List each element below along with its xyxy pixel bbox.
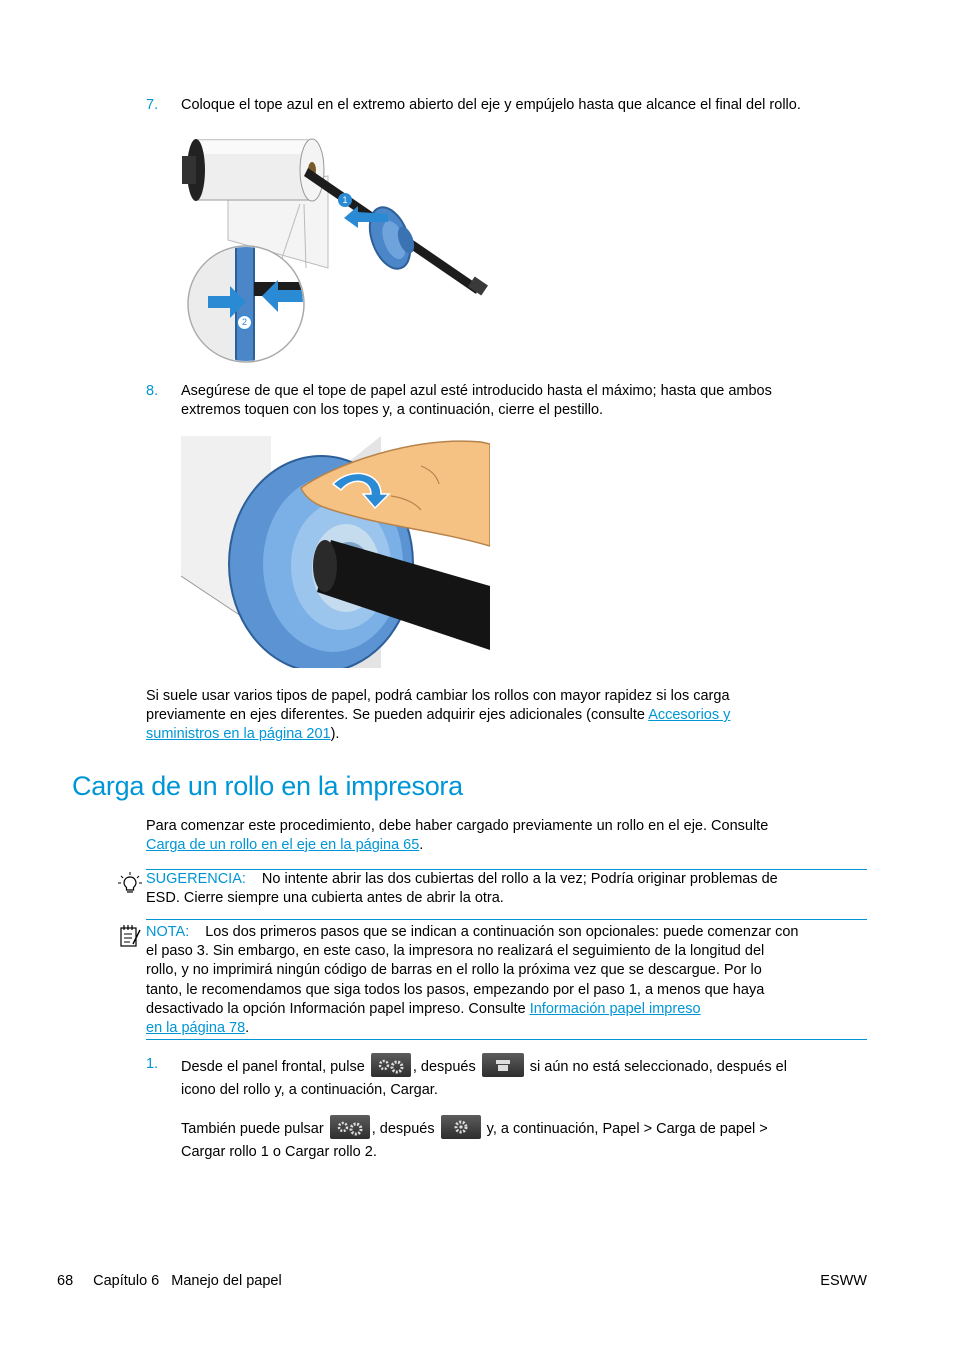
step-1-a-pre: Desde el panel frontal, pulse: [181, 1058, 369, 1075]
roll-tip-line2: [146, 706, 730, 725]
callout-2-badge: 2: [237, 315, 252, 330]
chapter-title: Manejo del papel: [171, 1273, 282, 1289]
step-1-c-bold2: Carga de papel: [656, 1120, 756, 1137]
load-roll-spindle-link[interactable]: Carga de un rollo en el eje en la página 65: [146, 837, 420, 853]
note-top-rule: [146, 919, 867, 920]
step-1-c-gt1: >: [639, 1120, 657, 1137]
callout-1-badge: 1: [338, 193, 352, 207]
gears-icon: [330, 1115, 370, 1139]
accessories-link-part1[interactable]: Accesorios y: [648, 707, 731, 723]
page-footer-left: [57, 1272, 282, 1291]
note-line3: rollo, y no imprimirá ningún código de barras en el rollo la próxima vez que se descargue. Por lo: [146, 962, 762, 978]
note-line5-mid: . Consulte: [460, 1001, 530, 1017]
step-8-text-line1: Asegúrese de que el tope de papel azul esté introducido hasta el máximo; hasta que ambos: [181, 383, 772, 399]
section-intro-end: .: [419, 837, 424, 853]
roll-button-image: [482, 1053, 524, 1077]
tip-label: SUGERENCIA:: [146, 871, 246, 887]
note-line2: el paso 3. Sin embargo, en este caso, la impresora no realizará el seguimiento de la longitud del: [146, 943, 765, 959]
accessories-link-part2[interactable]: suministros en la página 201: [146, 726, 331, 742]
tip-line1: [146, 870, 778, 889]
tip-line2: ESD. Cierre siempre una cubierta antes de abrir la otra.: [146, 890, 504, 906]
step-1-c-mid: , después: [371, 1120, 439, 1137]
step-1-c-bold1: Papel: [602, 1120, 640, 1137]
step-1-number: 1.: [146, 1056, 159, 1072]
lightbulb-icon: [118, 872, 142, 896]
step-1-d-o: o: [268, 1144, 285, 1160]
note-line5-text: desactivado la opción: [146, 1001, 290, 1017]
section-title: Carga de un rollo en la impresora: [72, 771, 463, 801]
step-1-line-c: [181, 1119, 768, 1139]
step-1-line-b: [181, 1081, 438, 1100]
gear-icon: [441, 1115, 481, 1139]
chapter-label: Capítulo 6: [93, 1273, 160, 1289]
note-line5: [146, 1000, 701, 1019]
section-intro-line1: Para comenzar este procedimiento, debe haber cargado previamente un rollo en el eje. Consulte: [146, 818, 769, 834]
gears-icon: [371, 1053, 411, 1077]
section-intro-line2: [146, 836, 423, 855]
roll-icon: [482, 1053, 524, 1077]
step-1-b-pre: icono del rollo y, a continuación,: [181, 1082, 391, 1098]
note-pad-icon: [118, 924, 142, 948]
step-1-line-d: [181, 1143, 377, 1162]
note-label: NOTA:: [146, 924, 190, 940]
step-1-d-post: .: [372, 1144, 377, 1160]
step-1-b-post: .: [433, 1082, 438, 1098]
note-line1: [146, 923, 799, 942]
roll-tip-line3: [146, 725, 339, 744]
step-8-text-line2: extremos toquen con los topes y, a continuación, cierre el pestillo.: [181, 402, 604, 418]
printed-info-link-part2[interactable]: en la página 78: [146, 1020, 246, 1036]
page-footer-right: ESWW: [820, 1273, 867, 1289]
step-1-c-pre: También puede pulsar: [181, 1120, 328, 1137]
setup-button-image: [441, 1115, 481, 1139]
step-8-number: 8.: [146, 383, 159, 399]
step-1-a-post: si aún no está seleccionado, después el: [525, 1058, 787, 1075]
roll-tip-line1: Si suele usar varios tipos de papel, podrá cambiar los rollos con mayor rapidez si los carga: [146, 688, 730, 704]
step-7-number: 7.: [146, 97, 159, 113]
step-1-a-mid: , después: [412, 1058, 480, 1075]
note-line5-bold: Información papel impreso: [289, 1001, 461, 1017]
printed-info-link-part1[interactable]: Información papel impreso: [529, 1001, 701, 1017]
spindle-stopper-illustration: [180, 128, 492, 364]
settings-button-image: [371, 1053, 411, 1077]
step-1-d-bold1: Cargar rollo 1: [181, 1144, 269, 1160]
step-1-c-mid2: y, a continuación,: [482, 1120, 603, 1137]
note-line6: [146, 1019, 249, 1038]
note-text-1: Los dos primeros pasos que se indican a continuación son opcionales: puede comenzar con: [205, 924, 799, 940]
roll-tip-line2-text: previamente en ejes diferentes. Se pueden adquirir ejes adicionales (consulte: [146, 707, 649, 723]
step-1-b-bold: Cargar: [390, 1082, 434, 1098]
step-1-line-a: [181, 1057, 787, 1077]
note-line6-end: .: [245, 1020, 250, 1036]
step-7-text: Coloque el tope azul en el extremo abierto del eje y empújelo hasta que alcance el final del rollo.: [181, 97, 801, 113]
settings-button-image-2: [330, 1115, 370, 1139]
step-1-d-bold2: Cargar rollo 2: [284, 1144, 373, 1160]
roll-tip-line3-text: ).: [330, 726, 340, 742]
note-bottom-rule: [146, 1039, 867, 1040]
note-line4: tanto, le recomendamos que siga todos los pasos, empezando por el paso 1, a menos que haya: [146, 982, 765, 998]
latch-closing-illustration: [181, 436, 490, 668]
step-1-c-gt2: >: [755, 1120, 768, 1137]
page-number: 68: [57, 1273, 74, 1289]
tip-text-1: No intente abrir las dos cubiertas del rollo a la vez; Podría originar problemas de: [261, 871, 778, 887]
